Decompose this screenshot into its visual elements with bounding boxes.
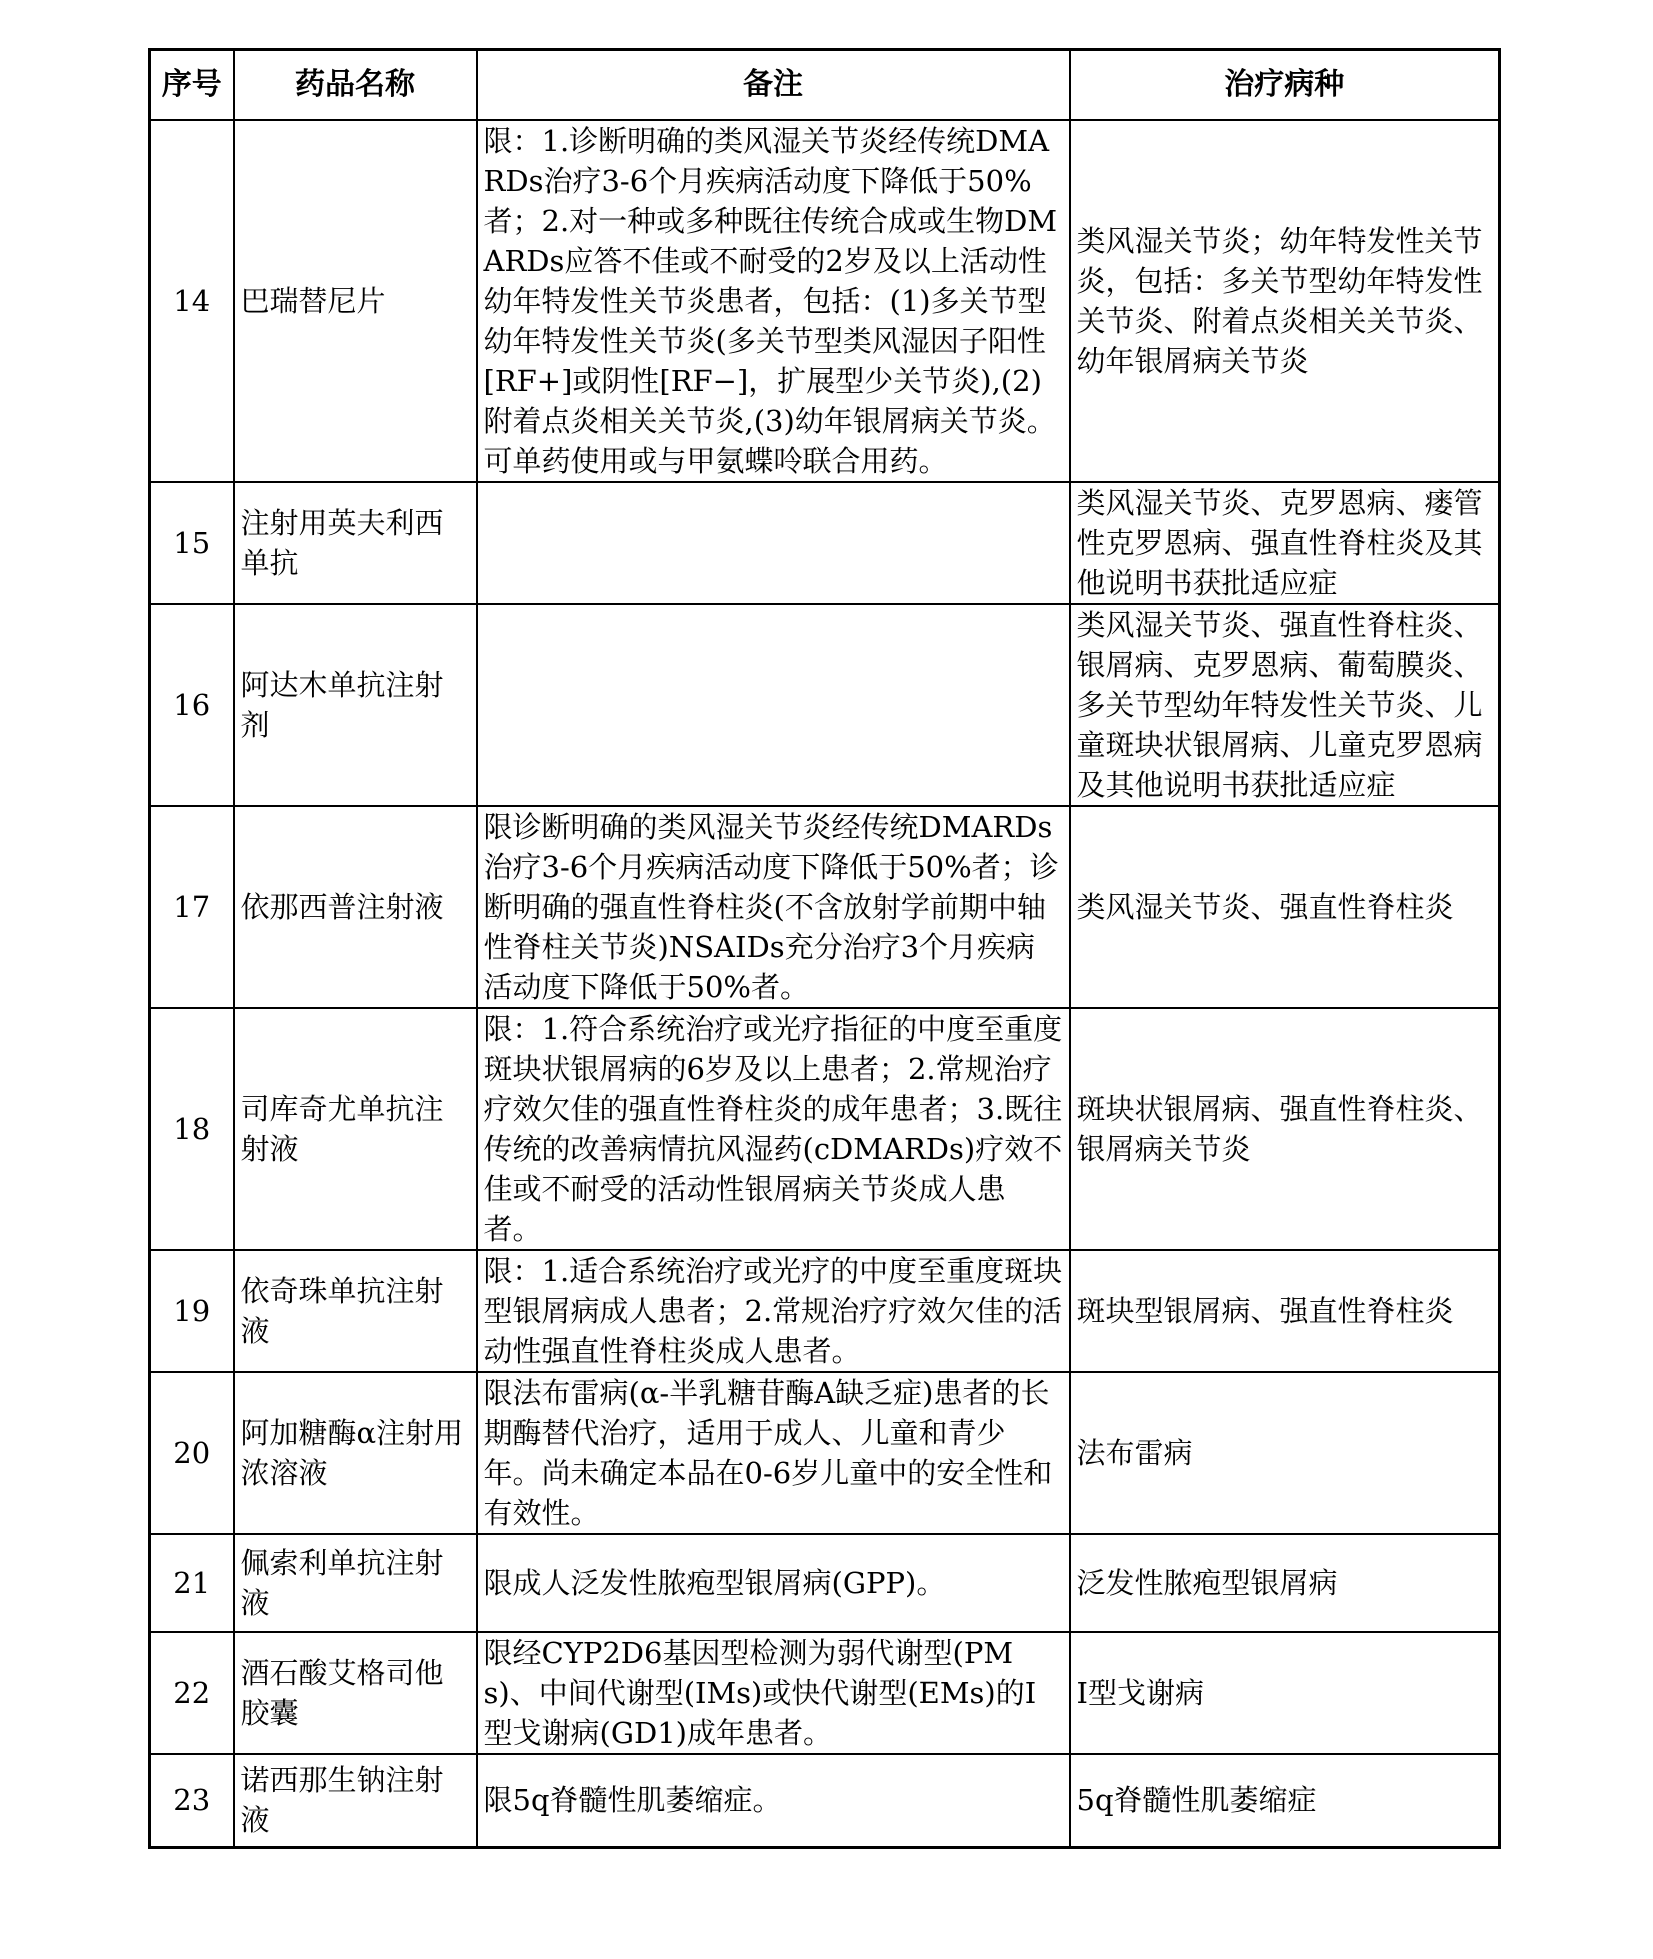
row-drug-name: 阿加糖酶α注射用浓溶液 <box>234 1372 477 1534</box>
row-disease: 法布雷病 <box>1070 1372 1500 1534</box>
row-note <box>477 604 1070 806</box>
row-drug-name: 酒石酸艾格司他胶囊 <box>234 1632 477 1754</box>
row-note: 限：1.符合系统治疗或光疗指征的中度至重度斑块状银屑病的6岁及以上患者；2.常规治疗疗效欠佳的强直性脊柱炎的成年患者；3.既往传统的改善病情抗风湿药(cDMARDs)疗效不佳或不耐受的活动性银屑病关节炎成人患者。 <box>477 1008 1070 1250</box>
row-no: 17 <box>150 806 234 1008</box>
header-disease: 治疗病种 <box>1070 50 1500 121</box>
table-row <box>150 1534 1500 1632</box>
row-note: 限：1.适合系统治疗或光疗的中度至重度斑块型银屑病成人患者；2.常规治疗疗效欠佳的活动性强直性脊柱炎成人患者。 <box>477 1250 1070 1372</box>
row-no: 19 <box>150 1250 234 1372</box>
row-disease: Ⅰ型戈谢病 <box>1070 1632 1500 1754</box>
row-drug-name: 注射用英夫利西单抗 <box>234 482 477 604</box>
row-no: 15 <box>150 482 234 604</box>
row-no: 16 <box>150 604 234 806</box>
header-name: 药品名称 <box>234 50 477 121</box>
row-note: 限：1.诊断明确的类风湿关节炎经传统DMARDs治疗3-6个月疾病活动度下降低于50%者；2.对一种或多种既往传统合成或生物DMARDs应答不佳或不耐受的2岁及以上活动性幼年特发性关节炎患者，包括：(1)多关节型幼年特发性关节炎(多关节型类风湿因子阳性[RF+]或阴性[RF−]，扩展型少关节炎),(2)附着点炎相关关节炎,(3)幼年银屑病关节炎。可单药使用或与甲氨蝶呤联合用药。 <box>477 120 1070 482</box>
table-row <box>150 1008 1500 1250</box>
row-drug-name: 佩索利单抗注射液 <box>234 1534 477 1632</box>
header-note: 备注 <box>477 50 1070 121</box>
table-row <box>150 482 1500 604</box>
row-no: 22 <box>150 1632 234 1754</box>
row-no: 20 <box>150 1372 234 1534</box>
row-disease: 类风湿关节炎、强直性脊柱炎 <box>1070 806 1500 1008</box>
row-note: 限经CYP2D6基因型检测为弱代谢型(PMs)、中间代谢型(IMs)或快代谢型(EMs)的Ⅰ型戈谢病(GD1)成年患者。 <box>477 1632 1070 1754</box>
table-header-row <box>150 50 1500 121</box>
row-no: 21 <box>150 1534 234 1632</box>
table-row <box>150 120 1500 482</box>
row-disease: 泛发性脓疱型银屑病 <box>1070 1534 1500 1632</box>
table-row <box>150 604 1500 806</box>
row-drug-name: 依那西普注射液 <box>234 806 477 1008</box>
row-disease: 类风湿关节炎、强直性脊柱炎、银屑病、克罗恩病、葡萄膜炎、多关节型幼年特发性关节炎、儿童斑块状银屑病、儿童克罗恩病及其他说明书获批适应症 <box>1070 604 1500 806</box>
row-drug-name: 诺西那生钠注射液 <box>234 1754 477 1847</box>
table-row <box>150 806 1500 1008</box>
row-drug-name: 依奇珠单抗注射液 <box>234 1250 477 1372</box>
table-row <box>150 1250 1500 1372</box>
row-no: 18 <box>150 1008 234 1250</box>
row-note: 限诊断明确的类风湿关节炎经传统DMARDs治疗3-6个月疾病活动度下降低于50%者；诊断明确的强直性脊柱炎(不含放射学前期中轴性脊柱关节炎)NSAIDs充分治疗3个月疾病活动度下降低于50%者。 <box>477 806 1070 1008</box>
row-note: 限成人泛发性脓疱型银屑病(GPP)。 <box>477 1534 1070 1632</box>
row-disease: 5q脊髓性肌萎缩症 <box>1070 1754 1500 1847</box>
row-drug-name: 司库奇尤单抗注射液 <box>234 1008 477 1250</box>
table-row <box>150 1372 1500 1534</box>
row-drug-name: 阿达木单抗注射剂 <box>234 604 477 806</box>
row-note: 限法布雷病(α-半乳糖苷酶A缺乏症)患者的长期酶替代治疗，适用于成人、儿童和青少年。尚未确定本品在0-6岁儿童中的安全性和有效性。 <box>477 1372 1070 1534</box>
table-row <box>150 1632 1500 1754</box>
drug-table <box>148 48 1501 1849</box>
row-disease: 类风湿关节炎；幼年特发性关节炎，包括：多关节型幼年特发性关节炎、附着点炎相关关节炎、幼年银屑病关节炎 <box>1070 120 1500 482</box>
row-note <box>477 482 1070 604</box>
row-disease: 斑块状银屑病、强直性脊柱炎、银屑病关节炎 <box>1070 1008 1500 1250</box>
row-no: 14 <box>150 120 234 482</box>
header-no: 序号 <box>150 50 234 121</box>
row-disease: 类风湿关节炎、克罗恩病、瘘管性克罗恩病、强直性脊柱炎及其他说明书获批适应症 <box>1070 482 1500 604</box>
table-row <box>150 1754 1500 1847</box>
row-drug-name: 巴瑞替尼片 <box>234 120 477 482</box>
row-no: 23 <box>150 1754 234 1847</box>
row-disease: 斑块型银屑病、强直性脊柱炎 <box>1070 1250 1500 1372</box>
row-note: 限5q脊髓性肌萎缩症。 <box>477 1754 1070 1847</box>
